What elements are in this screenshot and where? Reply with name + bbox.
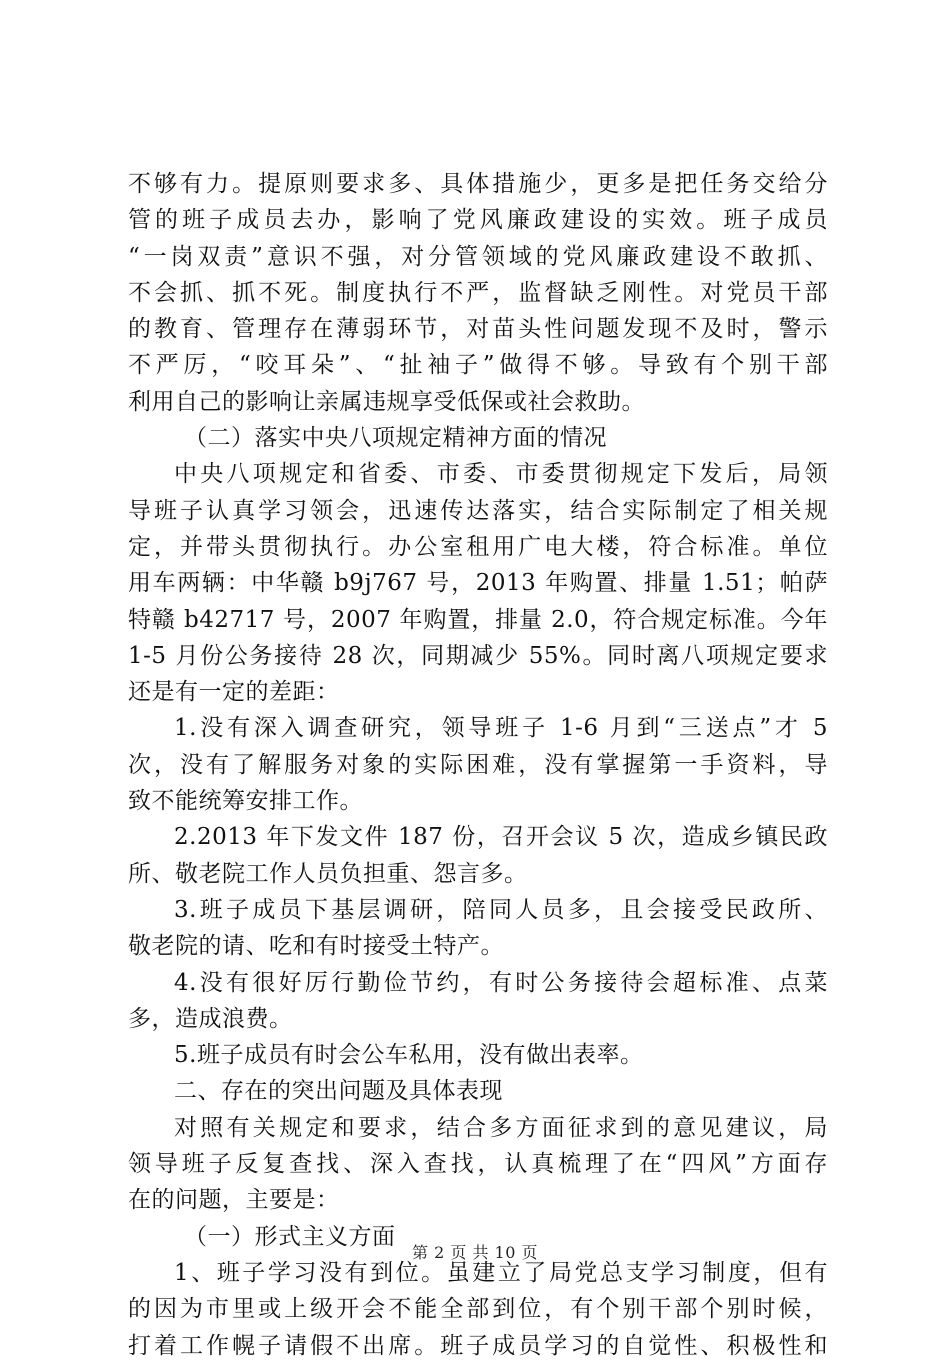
text-line: 的因为市里或上级开会不能全部到位，有个别干部个别时候， [128, 1296, 828, 1323]
text-line: 领导班子反复查找、深入查找，认真梳理了在“四风”方面存 [128, 1151, 828, 1178]
text-line: 中央八项规定和省委、市委、市委贯彻规定下发后，局领 [174, 461, 828, 488]
list-item: 4.没有很好厉行勤俭节约，有时公务接待会超标准、点菜 [174, 969, 828, 996]
list-item: 2.2013 年下发文件 187 份，召开会议 5 次，造成乡镇民政 [174, 824, 828, 851]
text-line: 的教育、管理存在薄弱环节，对苗头性问题发现不及时，警示 [128, 316, 828, 343]
list-item: 1.没有深入调查研究，领导班子 1-6 月到“三送点”才 5 [174, 715, 828, 742]
text-line: 特赣 b42717 号，2007 年购置，排量 2.0，符合规定标准。今年 [128, 606, 828, 633]
text-line: 对照有关规定和要求，结合多方面征求到的意见建议，局 [174, 1114, 828, 1141]
text-line: 不会抓、抓不死。制度执行不严，监督缺乏刚性。对党员干部 [128, 279, 828, 306]
text-line: “一岗双责”意识不强，对分管领域的党风廉政建设不敢抓、 [128, 243, 828, 270]
body-text [128, 166, 828, 1364]
section-heading: （一）形式主义方面 [184, 1223, 396, 1250]
text-line: 还是有一定的差距： [128, 679, 340, 706]
text-line: 敬老院的请、吃和有时接受土特产。 [128, 933, 504, 960]
text-line: 打着工作幌子请假不出席。班子成员学习的自觉性、积极性和 [128, 1332, 828, 1359]
list-item: 5.班子成员有时会公车私用，没有做出表率。 [174, 1042, 644, 1069]
text-line: 致不能统筹安排工作。 [128, 788, 363, 815]
text-line: 次，没有了解服务对象的实际困难，没有掌握第一手资料，导 [128, 751, 828, 778]
list-item: 3.班子成员下基层调研，陪同人员多，且会接受民政所、 [174, 896, 828, 923]
text-line: 1-5 月份公务接待 28 次，同期减少 55%。同时离八项规定要求 [128, 642, 828, 669]
text-line: 定，并带头贯彻执行。办公室租用广电大楼，符合标准。单位 [128, 533, 828, 560]
text-line: 在的问题，主要是： [128, 1187, 340, 1214]
section-heading: （二）落实中央八项规定精神方面的情况 [184, 425, 607, 452]
list-item: 1、班子学习没有到位。虽建立了局党总支学习制度，但有 [174, 1259, 828, 1286]
text-line: 管的班子成员去办，影响了党风廉政建设的实效。班子成员 [128, 207, 828, 234]
text-line: 利用自己的影响让亲属违规享受低保或社会救助。 [128, 388, 645, 415]
text-line: 多，造成浪费。 [128, 1005, 293, 1032]
page-number-footer: 第 2 页 共 10 页 [412, 1243, 538, 1262]
section-heading: 二、存在的突出问题及具体表现 [174, 1078, 503, 1105]
text-line: 用车两辆：中华赣 b9j767 号，2013 年购置、排量 1.51；帕萨 [128, 570, 828, 597]
text-line: 不严厉，“咬耳朵”、“扯袖子”做得不够。导致有个别干部 [128, 352, 828, 379]
text-line: 所、敬老院工作人员负担重、怨言多。 [128, 860, 528, 887]
text-line: 导班子认真学习领会，迅速传达落实，结合实际制定了相关规 [128, 497, 828, 524]
text-line: 不够有力。提原则要求多、具体措施少，更多是把任务交给分 [128, 171, 828, 197]
